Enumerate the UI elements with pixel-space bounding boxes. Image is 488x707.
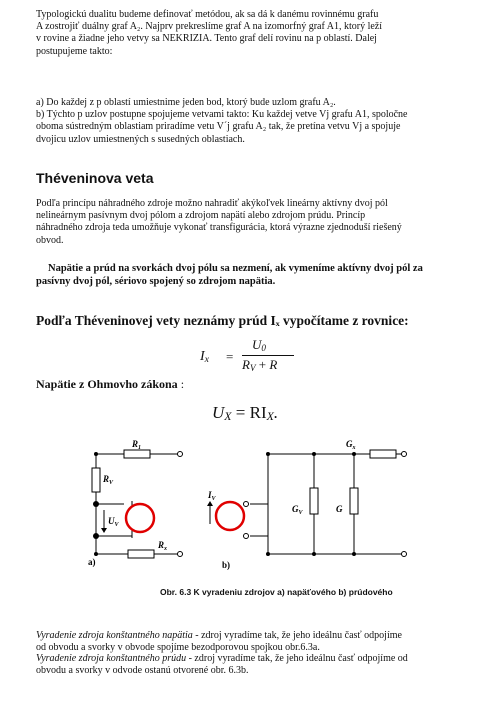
para-line: nelineárnym pasívnym dvoj pólom a zdrojom napätí alebo zdrojom prúdu. Princíp [36,210,366,222]
ohm-formula: UX = RIX. [212,403,279,423]
intro-paragraph [36,9,464,58]
ohm-heading: Napätie z Ohmovho zákona : [36,377,185,391]
voltage-source-icon [126,504,154,532]
section-heading: Théveninova veta [36,170,154,186]
label-gx: $G_x$ [346,439,356,451]
footer-paragraph [36,630,464,676]
figure-caption: Obr. 6.3 K vyradeniu zdrojov a) napäťového b) prúdového [160,587,393,597]
current-formula [200,337,320,377]
formula-heading: Podľa Théveninovej vety neznámy prúd Iₓ vypočítame z rovnice: [36,313,409,328]
formula-lhs: $I_x$ [200,349,210,365]
label-iv: $I_V$ [208,490,216,502]
para-line: Podľa princípu náhradného zdroje možno nahradiť akýkoľvek lineárny aktívny dvoj pól [36,198,388,209]
formula-equals: = [226,349,234,364]
para-line: obvod. [36,234,64,246]
fraction-bar [242,355,294,356]
resistor-gx [370,450,396,458]
label-r1: $R_1$ [132,439,142,451]
label-rv: $R_V$ [103,474,114,486]
circuit-voltage-source [84,434,194,570]
label-uv: $U_V$ [108,516,119,528]
footer-line: od obvodu a svorky v obvode spojíme bezodporovou spojkou obr.6.3a. [36,641,320,653]
footer-line: Vyradenie zdroja konštantného prúdu - zdroj vyradíme tak, že jeho ideálnu časť odpojíme od [36,653,408,664]
label-rx: $R_x$ [158,540,168,552]
current-source-icon [216,502,244,530]
intro-line: Typologickú dualitu budeme definovať metódou, ak sa dá k danému rovinnému grafu [36,9,379,20]
step-b-line: b) Týchto p uzlov postupne spojujeme vetvami takto: Ku každej vetve Vj grafu A1, spoločne [36,109,408,121]
steps-paragraph [36,97,464,146]
para-line: náhradného zdroja teda umožňuje vykonať transfigurácia, ktorá výrazne zjednoduší riešený [36,222,402,234]
label-b: b) [222,560,231,570]
intro-line: postupujeme takto: [36,45,113,57]
theorem-statement [36,262,464,288]
resistor-r1 [124,450,150,458]
step-a: a) Do každej z p oblastí umiestnime jeden bod, ktorý bude uzlom grafu A₂. [36,97,336,108]
label-g: G [336,504,343,514]
intro-line: v rovine a žiadne jeho vetvy sa NEKRIZIA. Tento graf delí rovinu na p oblastí. Dalej [36,33,377,45]
step-b-line: dvojicu uzlov umiestnených s susedných oblastiach. [36,133,245,145]
label-gv: $G_V$ [292,504,303,516]
thevenin-paragraph [36,198,464,247]
resistor-gv [310,488,318,514]
statement-line: Napätie a prúd na svorkách dvoj pólu sa nezmení, ak vymeníme aktívny dvoj pól za [48,263,423,274]
intro-line: A zostrojiť duálny graf A₂. Najprv prekreslíme graf A na izomorfný graf A1, ktorý leží [36,21,383,33]
step-b-line: oboma sústredným oblastiam priradíme vetu V´j grafu A₂ tak, že pretína vetvu Vj a spojuje [36,121,401,133]
footer-line: Vyradenie zdroja konštantného napätia - zdroj vyradíme tak, že jeho ideálnu časť odpojíme [36,630,402,641]
statement-line: pasívny dvoj pól, sériovo spojený so zdrojom napätia. [36,276,276,287]
footer-line: obvodu a svorky v odvode ostanú otvorené obr. 6.3b. [36,664,249,676]
resistor-rv [92,468,100,492]
resistor-g [350,488,358,514]
formula-denominator: $R_V + R$ [242,357,278,373]
label-a: a) [88,557,96,567]
resistor-rx [128,550,154,558]
circuit-current-source [198,434,418,570]
formula-numerator: $U_0$ [252,337,266,353]
